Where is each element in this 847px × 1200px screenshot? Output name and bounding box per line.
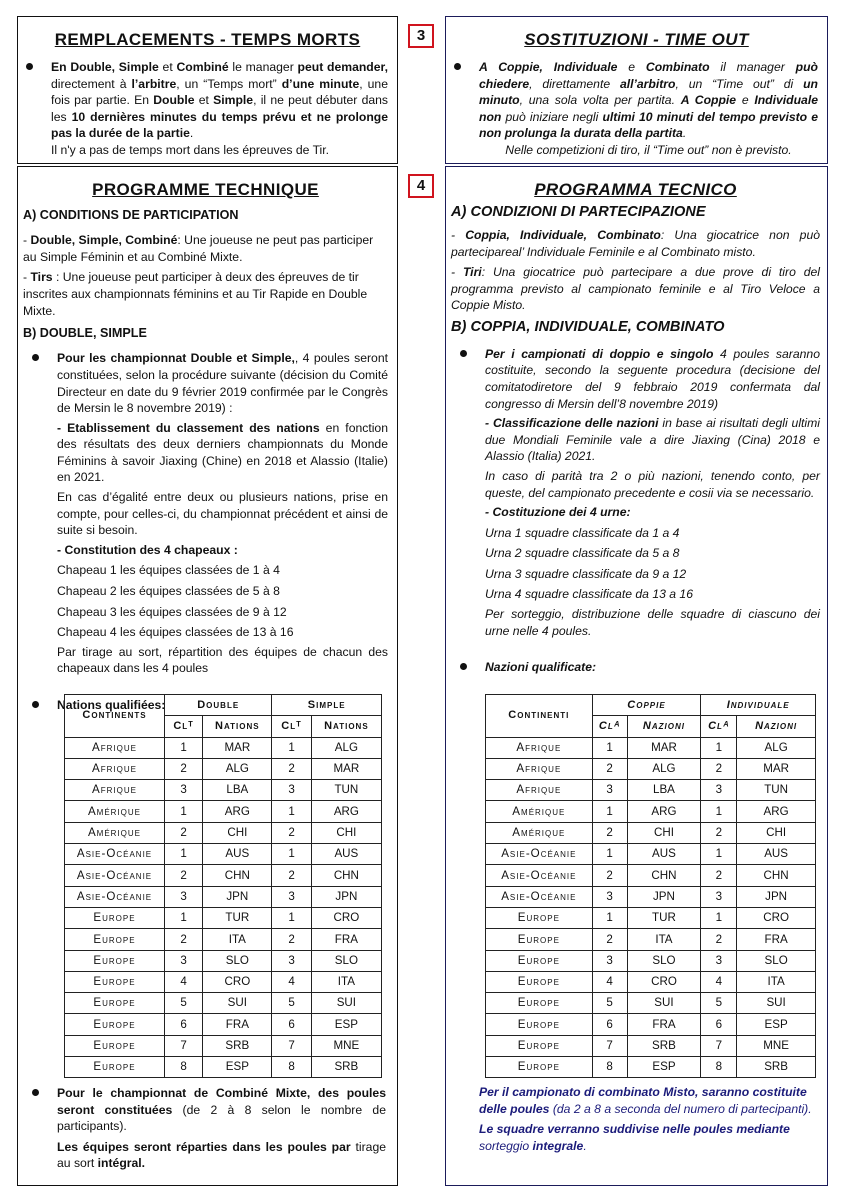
nation-cell: FRA <box>737 929 816 950</box>
fr-qualified-head: Nations qualifiées: <box>23 697 388 714</box>
table-row <box>65 1035 382 1056</box>
it-urne-list <box>485 525 820 603</box>
rank-cell: 1 <box>592 801 627 822</box>
fr-b2: - Etablissement du classement des nations en fonction des résultats des deux derniers championnats du Monde Féminins à savoir Jiaxing (Chine) en 2018 et Alassio (Italie) en 2021. <box>57 420 388 485</box>
it-th-cl: Clᴬ <box>592 716 627 737</box>
nation-cell: SUI <box>737 993 816 1014</box>
rank-cell: 1 <box>164 907 202 928</box>
rank-cell: 1 <box>592 907 627 928</box>
table-row <box>65 971 382 992</box>
continent-cell: Afrique <box>486 758 593 779</box>
rank-cell: 4 <box>164 971 202 992</box>
rank-cell: 3 <box>701 950 737 971</box>
rank-cell: 1 <box>592 737 627 758</box>
continent-cell: Amérique <box>65 822 165 843</box>
fr-no-timeout-tir: Il n'y a pas de temps mort dans les épreuves de Tir. <box>51 143 330 158</box>
table-row <box>65 780 382 801</box>
it-b-bullet <box>451 346 820 640</box>
nation-cell: MAR <box>627 737 701 758</box>
rank-cell: 2 <box>164 822 202 843</box>
it-b-head: B) COPPIA, INDIVIDUALE, COMBINATO <box>451 318 725 335</box>
rank-cell: 1 <box>272 844 311 865</box>
fr-title-remplacements: REMPLACEMENTS - TEMPS MORTS <box>54 30 361 49</box>
rank-cell: 5 <box>164 993 202 1014</box>
fr-th-cl: Clᵀ <box>164 716 202 737</box>
nation-cell: ARG <box>203 801 272 822</box>
bullet-icon <box>32 354 39 361</box>
it-squadre: Le squadre verranno suddivise nelle poules mediante sorteggio integrale. <box>479 1122 790 1153</box>
nation-cell: SLO <box>311 950 381 971</box>
continent-cell: Europe <box>486 1014 593 1035</box>
continent-cell: Europe <box>65 1057 165 1078</box>
section-number-3: 3 <box>408 24 434 48</box>
rank-cell: 2 <box>272 929 311 950</box>
nation-cell: AUS <box>311 844 381 865</box>
it-th-continenti: Continenti <box>486 695 593 738</box>
nation-cell: CRO <box>627 971 701 992</box>
continent-cell: Amérique <box>65 801 165 822</box>
it-no-timeout-tiro: Nelle competizioni di tiro, il “Time out” non è previsto. <box>505 143 792 158</box>
table-row <box>65 1057 382 1078</box>
nation-cell: CHI <box>737 822 816 843</box>
continent-cell: Afrique <box>65 780 165 801</box>
rank-cell: 8 <box>164 1057 202 1078</box>
table-row <box>486 822 816 843</box>
nation-cell: SUI <box>311 993 381 1014</box>
it-b3: In caso di parità tra 2 o più nazioni, tenendo conto, per queste, del campionato precedente e cosii via se necessario. <box>485 468 820 500</box>
rank-cell: 1 <box>272 907 311 928</box>
rank-cell: 6 <box>272 1014 311 1035</box>
nation-cell: FRA <box>627 1014 701 1035</box>
continent-cell: Asie-Océanie <box>486 844 593 865</box>
bullet-icon <box>26 63 33 70</box>
table-row <box>65 886 382 907</box>
fr-timeout-text: En Double, Simple et Combiné le manager peut demander, directement à l’arbitre, un “Temps mort” d’une minute, une fois par partie. En Double et Simple, il ne peut débuter dans les 10 dernières minutes du temps prévu et ne prolonge pas la durée de la partie. <box>51 60 388 141</box>
nation-cell: SRB <box>737 1057 816 1078</box>
nation-cell: FRA <box>203 1014 272 1035</box>
fr-combine: Pour le championnat de Combiné Mixte, des poules seront constituées (de 2 à 8 selon le nombre de participants). <box>57 1086 386 1134</box>
nation-cell: SUI <box>203 993 272 1014</box>
fr-a1: - Double, Simple, Combiné: Une joueuse ne peut pas participer au Simple Féminin et au Combiné Mixte. <box>23 233 374 264</box>
it-b1: Per i campionati di doppio e singolo 4 poules saranno costituite, secondo la seguente procedura (decisione del comitatodiretore del 9 febbraio 2019 confermata dal congresso di Mersin dell’8 novembre 2019) <box>485 346 820 411</box>
rank-cell: 8 <box>272 1057 311 1078</box>
nation-cell: JPN <box>311 886 381 907</box>
rank-cell: 3 <box>164 780 202 801</box>
nation-cell: ARG <box>311 801 381 822</box>
it-sorteggio: Per sorteggio, distribuzione delle squadre di ciascuno dei urne nelle 4 poules. <box>485 607 820 638</box>
rank-cell: 3 <box>272 950 311 971</box>
table-row <box>486 780 816 801</box>
continent-cell: Afrique <box>65 737 165 758</box>
it-th-nazioni: Nazioni <box>737 716 816 737</box>
rank-cell: 6 <box>164 1014 202 1035</box>
fr-section-4 <box>17 178 398 714</box>
nation-cell: ESP <box>203 1057 272 1078</box>
fr-th-continents: Continents <box>65 695 165 738</box>
table-row <box>65 950 382 971</box>
fr-title-programme: PROGRAMME TECHNIQUE <box>92 180 319 199</box>
nation-cell: TUN <box>311 780 381 801</box>
rank-cell: 2 <box>164 758 202 779</box>
bullet-icon <box>32 701 39 708</box>
rank-cell: 7 <box>592 1035 627 1056</box>
continent-cell: Asie-Océanie <box>486 886 593 907</box>
rank-cell: 2 <box>701 929 737 950</box>
it-th-cl: Clᴬ <box>701 716 737 737</box>
continent-cell: Asie-Océanie <box>65 844 165 865</box>
nation-cell: AUS <box>737 844 816 865</box>
table-row <box>65 993 382 1014</box>
table-row <box>65 929 382 950</box>
nation-cell: CHN <box>203 865 272 886</box>
nation-cell: LBA <box>203 780 272 801</box>
nation-cell: CRO <box>203 971 272 992</box>
continent-cell: Amérique <box>486 801 593 822</box>
rank-cell: 2 <box>701 822 737 843</box>
nation-cell: SRB <box>311 1057 381 1078</box>
nation-cell: SLO <box>627 950 701 971</box>
nation-cell: SLO <box>737 950 816 971</box>
fr-combine-section <box>17 1085 398 1172</box>
list-item: Urna 2 squadre classificate da 5 a 8 <box>485 546 680 561</box>
nation-cell: ITA <box>203 929 272 950</box>
nation-cell: CHN <box>311 865 381 886</box>
bullet-icon <box>460 350 467 357</box>
nation-cell: CHN <box>627 865 701 886</box>
table-row <box>486 929 816 950</box>
rank-cell: 5 <box>592 993 627 1014</box>
it-th-individuale: Individuale <box>701 695 816 716</box>
fr-th-double: Double <box>164 695 271 716</box>
fr-th-nations: Nations <box>311 716 381 737</box>
rank-cell: 4 <box>701 971 737 992</box>
nation-cell: AUS <box>627 844 701 865</box>
rank-cell: 1 <box>701 844 737 865</box>
rank-cell: 3 <box>272 780 311 801</box>
list-item: Chapeau 3 les équipes classées de 9 à 12 <box>57 604 287 619</box>
nation-cell: ARG <box>737 801 816 822</box>
nation-cell: ALG <box>203 758 272 779</box>
fr-th-cl: Clᵀ <box>272 716 311 737</box>
continent-cell: Europe <box>65 1014 165 1035</box>
fr-chapeaux-list <box>57 562 388 640</box>
rank-cell: 3 <box>592 780 627 801</box>
rank-cell: 1 <box>164 737 202 758</box>
nation-cell: SLO <box>203 950 272 971</box>
continent-cell: Europe <box>65 971 165 992</box>
nation-cell: AUS <box>203 844 272 865</box>
nation-cell: CRO <box>311 907 381 928</box>
fr-combine-bullet <box>23 1085 386 1172</box>
it-section-4 <box>445 178 828 676</box>
rank-cell: 1 <box>164 844 202 865</box>
nation-cell: CHI <box>627 822 701 843</box>
it-urne-head: - Costituzione dei 4 urne: <box>485 505 631 520</box>
nation-cell: TUR <box>203 907 272 928</box>
continent-cell: Europe <box>65 993 165 1014</box>
fr-th-nations: Nations <box>203 716 272 737</box>
continent-cell: Afrique <box>65 758 165 779</box>
rank-cell: 6 <box>592 1014 627 1035</box>
nation-cell: ALG <box>627 758 701 779</box>
it-a2: - Tiri: Una giocatrice può partecipare a due prove di tiro del programma previsto al campionato feminile e al Tiro Veloce a Coppie Misto. <box>451 265 820 313</box>
fr-b-bullet <box>23 350 388 677</box>
it-title-sostituzioni: SOSTITUZIONI - TIME OUT <box>524 30 749 49</box>
nation-cell: MAR <box>737 758 816 779</box>
it-a1: - Coppia, Individuale, Combinato: Una giocatrice non può partecipareal’ Individuale Feminile e al Combinato misto. <box>451 227 820 259</box>
fr-tirage: Par tirage au sort, répartition des équipes de chacun des chapeaux dans les 4 poules <box>57 644 388 676</box>
table-row <box>65 822 382 843</box>
nation-cell: SUI <box>627 993 701 1014</box>
fr-b1: Pour les championnat Double et Simple,, 4 poules seront constituées, selon la procédure suivante (décision du Comité Directeur en date du 9 février 2019 confirmée par le Congrès de Mersin le 8 novembre 2019) : <box>57 351 388 416</box>
it-th-coppie: Coppie <box>592 695 701 716</box>
nation-cell: MNE <box>311 1035 381 1056</box>
it-combinato: Per il campionato di combinato Misto, saranno costituite delle poules (da 2 a 8 a seconda del numero di partecipanti). <box>479 1085 812 1116</box>
continent-cell: Europe <box>486 929 593 950</box>
table-row <box>486 907 816 928</box>
nation-cell: CRO <box>737 907 816 928</box>
table-row <box>65 907 382 928</box>
bullet-icon <box>454 63 461 70</box>
continent-cell: Europe <box>65 1035 165 1056</box>
rank-cell: 2 <box>272 865 311 886</box>
rank-cell: 1 <box>272 801 311 822</box>
it-title-programma: PROGRAMMA TECNICO <box>534 180 737 199</box>
rank-cell: 3 <box>701 886 737 907</box>
table-row <box>486 737 816 758</box>
rank-cell: 2 <box>164 865 202 886</box>
rank-cell: 1 <box>701 737 737 758</box>
rank-cell: 8 <box>592 1057 627 1078</box>
it-timeout-text: A Coppie, Individuale e Combinato il manager può chiedere, direttamente all’arbitro, un “Time out” di un minuto, una sola volta per partita. A Coppie e Individuale non può iniziare negli ultimi 10 minuti del tempo previsto e non prolunga la durata della partita. <box>479 60 818 141</box>
table-row <box>65 758 382 779</box>
rank-cell: 3 <box>164 886 202 907</box>
continent-cell: Europe <box>486 950 593 971</box>
table-row <box>486 758 816 779</box>
table-row <box>486 971 816 992</box>
rank-cell: 8 <box>701 1057 737 1078</box>
fr-b-head: B) DOUBLE, SIMPLE <box>23 326 147 341</box>
rank-cell: 7 <box>272 1035 311 1056</box>
nation-cell: MAR <box>203 737 272 758</box>
it-th-nazioni: Nazioni <box>627 716 701 737</box>
nation-cell: TUR <box>627 907 701 928</box>
nation-cell: MNE <box>737 1035 816 1056</box>
continent-cell: Europe <box>65 907 165 928</box>
fr-th-simple: Simple <box>272 695 382 716</box>
nation-cell: SRB <box>627 1035 701 1056</box>
rank-cell: 5 <box>272 993 311 1014</box>
fr-a-head: A) CONDITIONS DE PARTICIPATION <box>23 208 239 223</box>
table-row <box>486 865 816 886</box>
list-item: Urna 1 squadre classificate da 1 a 4 <box>485 525 680 540</box>
table-row <box>65 801 382 822</box>
fr-repartition: Les équipes seront réparties dans les poules par tirage au sort intégral. <box>57 1139 386 1171</box>
nation-cell: ALG <box>737 737 816 758</box>
continent-cell: Europe <box>65 950 165 971</box>
table-row <box>486 801 816 822</box>
continent-cell: Asie-Océanie <box>65 865 165 886</box>
rank-cell: 3 <box>164 950 202 971</box>
rank-cell: 1 <box>164 801 202 822</box>
rank-cell: 1 <box>592 844 627 865</box>
table-row <box>65 844 382 865</box>
nation-cell: ITA <box>737 971 816 992</box>
nation-cell: ESP <box>311 1014 381 1035</box>
nation-cell: SRB <box>203 1035 272 1056</box>
continent-cell: Europe <box>486 1035 593 1056</box>
nation-cell: JPN <box>627 886 701 907</box>
list-item: Chapeau 4 les équipes classées de 13 à 16 <box>57 625 294 640</box>
list-item: Chapeau 2 les équipes classées de 5 à 8 <box>57 584 280 599</box>
it-qualified-head: Nazioni qualificate: <box>451 659 820 676</box>
rank-cell: 1 <box>701 907 737 928</box>
table-row <box>486 844 816 865</box>
nation-cell: ITA <box>311 971 381 992</box>
nation-cell: LBA <box>627 780 701 801</box>
nation-cell: CHI <box>203 822 272 843</box>
table-row <box>486 1057 816 1078</box>
rank-cell: 2 <box>164 929 202 950</box>
nation-cell: ESP <box>737 1014 816 1035</box>
fr-qualified-table <box>64 694 382 1078</box>
continent-cell: Amérique <box>486 822 593 843</box>
rank-cell: 5 <box>701 993 737 1014</box>
table-row <box>65 737 382 758</box>
nation-cell: JPN <box>737 886 816 907</box>
nation-cell: MAR <box>311 758 381 779</box>
continent-cell: Europe <box>65 929 165 950</box>
table-row <box>486 886 816 907</box>
list-item: Urna 4 squadre classificate da 13 a 16 <box>485 587 693 602</box>
nation-cell: CHI <box>311 822 381 843</box>
continent-cell: Europe <box>486 907 593 928</box>
fr-section-3 <box>17 28 398 159</box>
continent-cell: Afrique <box>486 780 593 801</box>
continent-cell: Europe <box>486 1057 593 1078</box>
bullet-icon <box>460 663 467 670</box>
list-item: Urna 3 squadre classificate da 9 a 12 <box>485 566 687 581</box>
fr-a2: - Tirs : Une joueuse peut participer à deux des épreuves de tir inscrites aux championnats féminins et au Tir Rapide en Double Mixte. <box>23 270 368 318</box>
nation-cell: FRA <box>311 929 381 950</box>
rank-cell: 7 <box>164 1035 202 1056</box>
nation-cell: ITA <box>627 929 701 950</box>
nation-cell: ESP <box>627 1057 701 1078</box>
rank-cell: 4 <box>272 971 311 992</box>
table-row <box>486 1014 816 1035</box>
rank-cell: 2 <box>592 865 627 886</box>
rank-cell: 2 <box>701 758 737 779</box>
table-row <box>65 1014 382 1035</box>
continent-cell: Asie-Océanie <box>65 886 165 907</box>
rank-cell: 3 <box>701 780 737 801</box>
nation-cell: CHN <box>737 865 816 886</box>
table-row <box>486 1035 816 1056</box>
it-b2: - Classificazione delle nazioni in base ai risultati degli ultimi due Mondiali Feminile vale a dire Jiaxing (Cina) 2018 e Alassio (Italia) 2021. <box>485 416 820 464</box>
bullet-icon <box>32 1089 39 1096</box>
fr-timeout-bullet <box>17 59 398 159</box>
continent-cell: Europe <box>486 993 593 1014</box>
fr-chapeaux-head: - Constitution des 4 chapeaux : <box>57 542 238 557</box>
it-timeout-bullet <box>445 59 828 159</box>
rank-cell: 2 <box>701 865 737 886</box>
continent-cell: Europe <box>486 971 593 992</box>
rank-cell: 1 <box>701 801 737 822</box>
table-row <box>486 950 816 971</box>
it-section-3 <box>445 28 828 159</box>
table-row <box>486 993 816 1014</box>
rank-cell: 3 <box>592 950 627 971</box>
nation-cell: JPN <box>203 886 272 907</box>
it-a-head: A) CONDIZIONI DI PARTECIPAZIONE <box>451 204 706 221</box>
rank-cell: 2 <box>592 822 627 843</box>
nation-cell: ARG <box>627 801 701 822</box>
rank-cell: 6 <box>701 1014 737 1035</box>
rank-cell: 3 <box>592 886 627 907</box>
continent-cell: Asie-Océanie <box>486 865 593 886</box>
rank-cell: 3 <box>272 886 311 907</box>
rank-cell: 2 <box>592 929 627 950</box>
nation-cell: TUN <box>737 780 816 801</box>
it-qualified-table <box>485 694 816 1078</box>
list-item: Chapeau 1 les équipes classées de 1 à 4 <box>57 563 280 578</box>
continent-cell: Afrique <box>486 737 593 758</box>
section-number-4: 4 <box>408 174 434 198</box>
rank-cell: 4 <box>592 971 627 992</box>
table-row <box>65 865 382 886</box>
rank-cell: 1 <box>272 737 311 758</box>
rank-cell: 2 <box>272 822 311 843</box>
rank-cell: 7 <box>701 1035 737 1056</box>
it-combinato-section <box>445 1084 828 1154</box>
rank-cell: 2 <box>272 758 311 779</box>
rank-cell: 2 <box>592 758 627 779</box>
fr-b3: En cas d’égalité entre deux ou plusieurs nations, prise en compte, pour celles-ci, du championnat précédent et ainsi de suite si besoin. <box>57 490 388 538</box>
nation-cell: ALG <box>311 737 381 758</box>
